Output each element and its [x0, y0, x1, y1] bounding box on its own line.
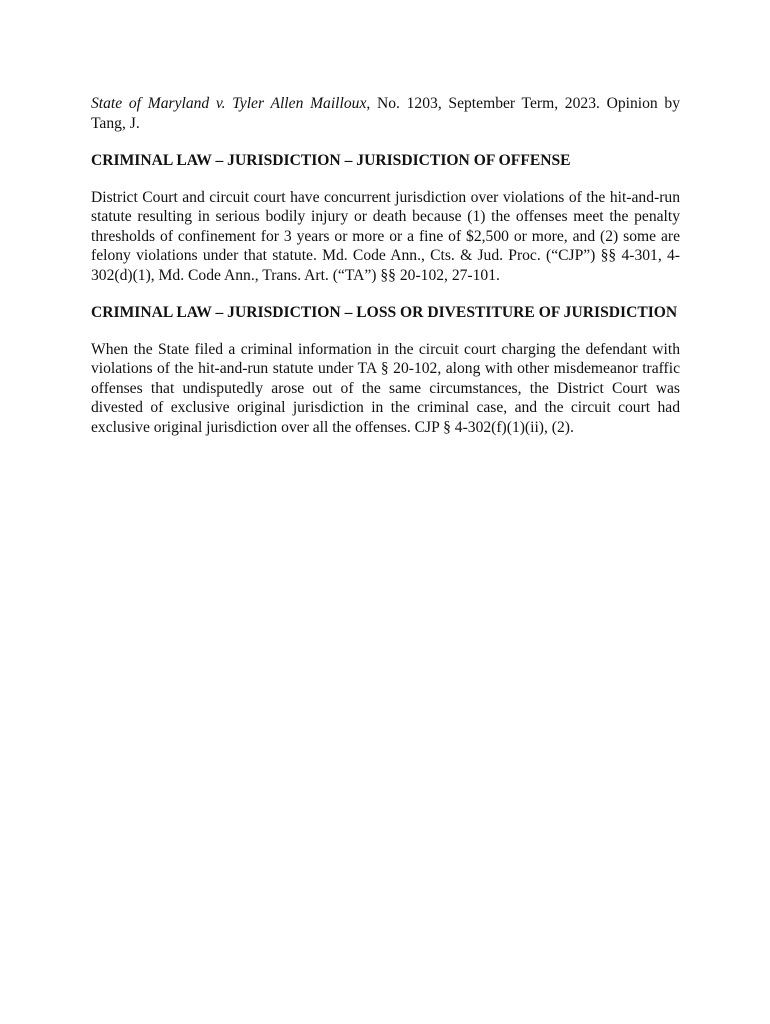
section-heading-jurisdiction-of-offense: CRIMINAL LAW – JURISDICTION – JURISDICTION OF OFFENSE	[91, 152, 571, 169]
case-citation: , No. 1203, September Term, 2023. Opinion by Tang, J.	[91, 95, 680, 132]
section-heading-loss-of-jurisdiction: CRIMINAL LAW – JURISDICTION – LOSS OR DIVESTITURE OF JURISDICTION	[91, 304, 678, 321]
holding-paragraph-2: When the State filed a criminal information in the circuit court charging the defendant with violations of the hit-and-run statute under TA § 20-102, along with other misdemeanor traffic offenses that undisputedly arose out of the same circumstances, the District Court was divested of exclusive original jurisdiction in the criminal case, and the circuit court had exclusive original jurisdiction over all the offenses. CJP § 4-302(f)(1)(ii), (2).	[91, 340, 680, 436]
document-page	[91, 94, 680, 455]
holding-paragraph-1: District Court and circuit court have concurrent jurisdiction over violations of the hit-and-run statute resulting in serious bodily injury or death because (1) the offenses meet the penalty thresholds of confinement for 3 years or more or a fine of $2,500 or more, and (2) some are felony violations under that statute. Md. Code Ann., Cts. & Jud. Proc. (“CJP”) §§ 4-301, 4-302(d)(1), Md. Code Ann., Trans. Art. (“TA”) §§ 20-102, 27-101.	[91, 188, 680, 284]
case-name: State of Maryland v. Tyler Allen Mailloux	[91, 95, 367, 112]
case-caption	[91, 94, 680, 133]
